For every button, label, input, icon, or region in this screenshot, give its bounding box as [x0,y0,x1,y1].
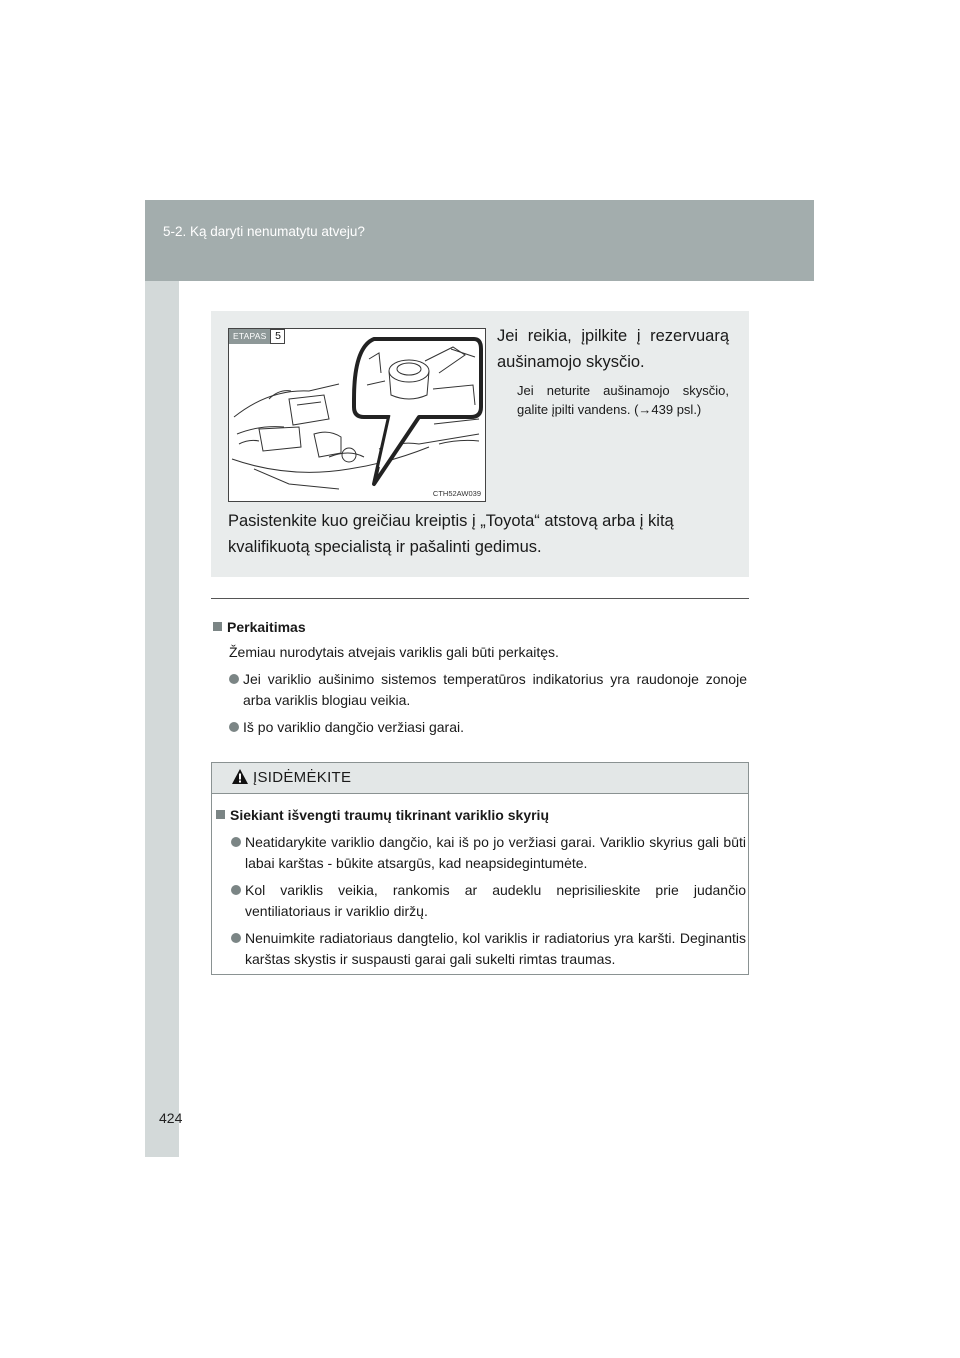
list-item [216,880,746,922]
step-badge-label: ETAPAS [229,329,270,344]
list-item-text: Kol variklis veikia, rankomis ar audeklu neprisilieskite prie judančio ventiliatoriaus ir variklio diržų. [245,882,746,919]
list-item [216,832,746,874]
caution-box [211,762,749,975]
circle-bullet-icon [231,933,241,943]
engine-illustration [228,328,486,502]
list-item [213,669,747,711]
page-header [145,200,814,281]
circle-bullet-icon [229,674,239,684]
step-box [211,311,749,577]
caution-subtitle-text: Siekiant išvengti traumų tikrinant variklio skyrių [230,807,549,823]
step-footer: Pasistenkite kuo greičiau kreiptis į „Toyota“ atstovą arba į kitą kvalifikuotą specialistą ir pašalinti gedimus. [228,512,674,556]
side-strip [145,200,179,1157]
circle-bullet-icon [231,885,241,895]
overheating-section [213,616,747,738]
square-bullet-icon [216,810,225,819]
caution-subtitle [216,804,746,826]
list-item-text: Iš po variklio dangčio veržiasi garai. [243,719,464,735]
overheating-intro: Žemiau nurodytais atvejais variklis gali būti perkaitęs. [229,644,559,660]
caution-header [212,763,748,794]
overheating-title [213,616,747,638]
overheating-title-text: Perkaitimas [227,619,306,635]
step-note: Jei neturite aušinamojo skysčio, galite įpilti vandens. (→439 psl.) [517,383,729,417]
step-instruction: Jei reikia, įpilkite į rezervuarą aušinamojo skysčio. [497,327,729,371]
list-item-text: Neatidarykite variklio dangčio, kai iš po jo veržiasi garai. Variklio skyrius gali būti labai karštas - būkite atsargūs, kad neapsidegintumėte. [245,834,746,871]
list-item [216,928,746,970]
list-item-text: Jei variklio aušinimo sistemos temperatūros indikatorius yra raudonoje zonoje arba variklis blogiau veikia. [243,671,747,708]
list-item-text: Nenuimkite radiatoriaus dangtelio, kol variklis ir radiatorius yra karšti. Deginantis karštas skystis ir suspausti garai gali sukelti rimtas traumas. [245,930,746,967]
caution-title: ĮSIDĖMĖKITE [253,769,352,786]
section-title: 5-2. Ką daryti nenumatytu atveju? [163,224,365,239]
page-number: 424 [159,1110,183,1126]
list-item [213,717,747,738]
step-badge-number: 5 [270,329,285,344]
circle-bullet-icon [231,837,241,847]
caution-body [216,804,746,970]
step-badge [229,329,285,344]
figure-code: CTH52AW039 [432,489,481,498]
section-divider [211,598,749,599]
engine-bay-drawing [229,329,485,501]
square-bullet-icon [213,622,222,631]
warning-triangle-icon [231,768,249,785]
circle-bullet-icon [229,722,239,732]
